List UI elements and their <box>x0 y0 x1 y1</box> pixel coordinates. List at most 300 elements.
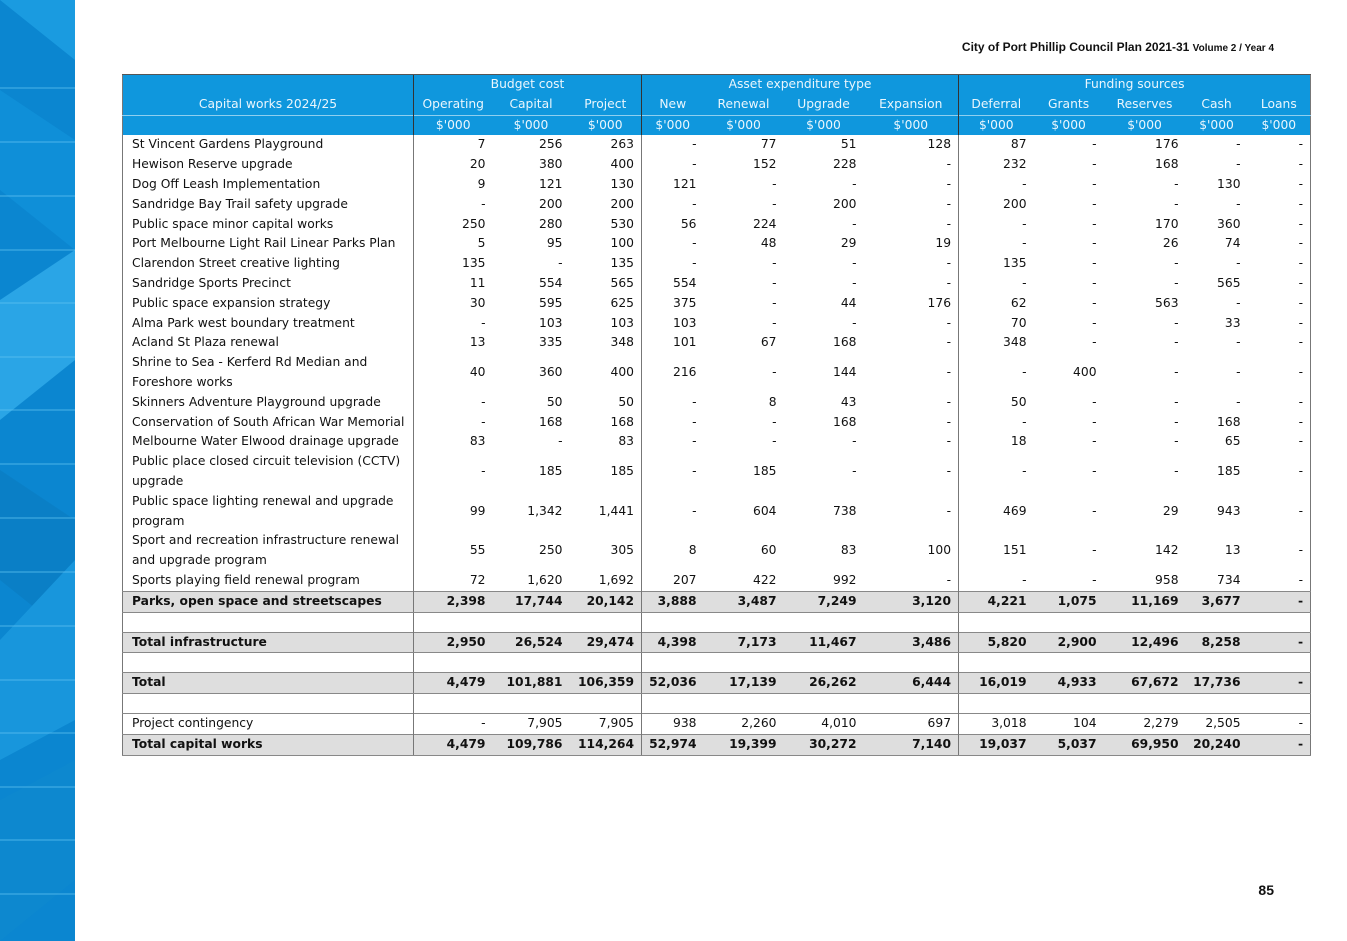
table-cell: - <box>959 215 1034 235</box>
table-cell: 565 <box>1217 275 1241 290</box>
table-cell: 99 <box>414 492 493 532</box>
table-cell: - <box>1092 216 1097 231</box>
table-row <box>123 353 1311 393</box>
table-cell: - <box>1092 543 1097 558</box>
table-cell: 4,479 <box>414 734 493 755</box>
empty-cell <box>704 694 784 714</box>
table-cell: - <box>959 571 1034 591</box>
table-cell: 563 <box>1155 295 1179 310</box>
table-cell: 109,786 <box>493 734 570 755</box>
table-cell: 256 <box>539 137 563 152</box>
empty-cell <box>959 653 1034 673</box>
table-cell: - <box>1236 295 1241 310</box>
empty-cell <box>1186 653 1248 673</box>
table-cell: 943 <box>1217 503 1241 518</box>
table-cell: 168 <box>539 414 563 429</box>
table-cell: 697 <box>864 714 959 735</box>
table-cell: 20 <box>414 155 493 175</box>
table-row <box>123 294 1311 314</box>
row-label: Clarendon Street creative lighting <box>123 254 414 274</box>
table-cell: 56 <box>642 215 704 235</box>
table-row <box>123 175 1311 195</box>
table-cell: - <box>959 413 1034 433</box>
table-row <box>123 195 1311 215</box>
group-header-budget: Budget cost <box>414 75 642 95</box>
table-cell: 530 <box>610 216 635 231</box>
row-label: Melbourne Water Elwood drainage upgrade <box>123 432 414 452</box>
table-cell: 554 <box>539 275 563 290</box>
table-cell: - <box>642 155 704 175</box>
table-cell: - <box>852 256 857 271</box>
table-cell: 11,467 <box>784 632 864 653</box>
table-cell: 114,264 <box>570 734 642 755</box>
table-cell: - <box>1092 434 1097 449</box>
table-cell: 130 <box>610 176 635 191</box>
table-cell: 1,342 <box>527 503 563 518</box>
row-label: St Vincent Gardens Playground <box>123 135 414 155</box>
table-cell: 6,444 <box>864 673 959 694</box>
table-cell: 30,272 <box>784 734 864 755</box>
table-cell: - <box>772 315 777 330</box>
table-cell: 185 <box>753 464 777 479</box>
table-cell: - <box>1174 414 1179 429</box>
table-cell: - <box>1298 315 1304 330</box>
table-cell: - <box>1298 176 1304 191</box>
table-cell: 104 <box>1034 714 1104 735</box>
table-row <box>123 333 1311 353</box>
table-cell: 87 <box>959 135 1034 155</box>
table-cell: - <box>1248 591 1311 612</box>
table-cell: 216 <box>642 353 704 393</box>
table-cell: 2,398 <box>414 591 493 612</box>
table-cell: 7,249 <box>784 591 864 612</box>
table-cell: 185 <box>1217 464 1241 479</box>
row-label: Public place closed circuit television (CCTV) upgrade <box>123 452 414 492</box>
column-header: Grants <box>1034 95 1104 115</box>
table-cell: 144 <box>833 365 857 380</box>
empty-cell <box>493 694 570 714</box>
table-cell: - <box>1298 275 1304 290</box>
table-cell: 19,037 <box>959 734 1034 755</box>
row-label: Skinners Adventure Playground upgrade <box>123 393 414 413</box>
empty-cell <box>414 612 493 632</box>
table-cell: - <box>1248 714 1311 735</box>
empty-cell <box>123 694 414 714</box>
table-cell: - <box>1298 543 1304 558</box>
table-cell: 40 <box>414 353 493 393</box>
table-cell: - <box>1174 434 1179 449</box>
table-cell: - <box>1298 572 1304 587</box>
spacer-row <box>123 653 1311 673</box>
empty-cell <box>642 612 704 632</box>
table-cell: - <box>1092 137 1097 152</box>
contingency-row <box>123 714 1311 735</box>
empty-cell <box>1104 694 1186 714</box>
table-cell: 200 <box>539 196 563 211</box>
unit-header: $'000 <box>1186 115 1248 135</box>
table-cell: - <box>959 234 1034 254</box>
table-cell: 170 <box>1155 216 1179 231</box>
table-cell: 5,820 <box>959 632 1034 653</box>
table-cell: 103 <box>539 315 563 330</box>
row-label: Public space expansion strategy <box>123 294 414 314</box>
table-cell: 70 <box>959 314 1034 334</box>
row-label: Total capital works <box>123 734 414 755</box>
table-cell: - <box>414 413 493 433</box>
table-cell: - <box>772 275 777 290</box>
table-cell: 20,240 <box>1186 734 1248 755</box>
table-cell: 554 <box>642 274 704 294</box>
table-cell: 305 <box>610 543 635 558</box>
table-cell: - <box>1092 503 1097 518</box>
row-label: Conservation of South African War Memorial <box>123 413 414 433</box>
table-cell: 469 <box>959 492 1034 532</box>
table-cell: 4,398 <box>642 632 704 653</box>
table-cell: 1,620 <box>527 572 563 587</box>
table-cell: - <box>1236 137 1241 152</box>
table-cell: - <box>642 452 704 492</box>
empty-cell <box>570 694 642 714</box>
table-cell: 168 <box>833 414 857 429</box>
row-label: Port Melbourne Light Rail Linear Parks Plan <box>123 234 414 254</box>
table-cell: 4,010 <box>784 714 864 735</box>
column-header: Project <box>570 95 642 115</box>
table-cell: - <box>1298 365 1304 380</box>
table-cell: 8 <box>768 394 777 409</box>
unit-header: $'000 <box>959 115 1034 135</box>
table-cell: - <box>946 464 952 479</box>
table-cell: 1,075 <box>1034 591 1104 612</box>
table-cell: 20,142 <box>570 591 642 612</box>
table-cell: 135 <box>414 254 493 274</box>
table-cell: 83 <box>618 434 635 449</box>
table-cell: 151 <box>959 531 1034 571</box>
table-cell: - <box>959 274 1034 294</box>
table-cell: 128 <box>927 137 952 152</box>
row-label: Shrine to Sea - Kerferd Rd Median and Foreshore works <box>123 353 414 393</box>
table-cell: - <box>1092 335 1097 350</box>
table-cell: 3,677 <box>1186 591 1248 612</box>
table-cell: 7,140 <box>864 734 959 755</box>
table-cell: - <box>1298 137 1304 152</box>
table-cell: 33 <box>1224 315 1241 330</box>
empty-cell <box>493 653 570 673</box>
unit-header: $'000 <box>1034 115 1104 135</box>
table-cell: 121 <box>642 175 704 195</box>
table-cell: 168 <box>1155 157 1179 172</box>
table-cell: 29,474 <box>570 632 642 653</box>
table-cell: 19,399 <box>704 734 784 755</box>
table-cell: 604 <box>753 503 777 518</box>
group-header-asset: Asset expenditure type <box>642 75 959 95</box>
empty-cell <box>864 612 959 632</box>
row-label: Parks, open space and streetscapes <box>123 591 414 612</box>
table-cell: 625 <box>610 295 635 310</box>
table-cell: - <box>852 275 857 290</box>
table-cell: - <box>946 503 952 518</box>
table-cell: 2,279 <box>1104 714 1186 735</box>
row-label: Sports playing field renewal program <box>123 571 414 591</box>
table-cell: - <box>959 353 1034 393</box>
table-body <box>123 135 1311 755</box>
unit-header: $'000 <box>1248 115 1311 135</box>
table-header <box>123 75 1311 136</box>
table-cell: 176 <box>1155 137 1179 152</box>
table-cell: - <box>1248 632 1311 653</box>
table-cell: 18 <box>959 432 1034 452</box>
table-cell: - <box>558 256 563 271</box>
row-label: Sport and recreation infrastructure renewal and upgrade program <box>123 531 414 571</box>
table-cell: - <box>772 176 777 191</box>
unit-header: $'000 <box>570 115 642 135</box>
table-cell: - <box>946 315 952 330</box>
table-cell: 2,260 <box>704 714 784 735</box>
table-cell: - <box>414 452 493 492</box>
header-corner <box>123 75 414 95</box>
table-cell: 52,974 <box>642 734 704 755</box>
column-header: Deferral <box>959 95 1034 115</box>
unit-header: $'000 <box>642 115 704 135</box>
table-cell: - <box>1236 365 1241 380</box>
table-cell: 12,496 <box>1104 632 1186 653</box>
table-cell: - <box>414 714 493 735</box>
table-cell: - <box>1248 734 1311 755</box>
decorative-side-band <box>0 0 75 941</box>
table-cell: - <box>946 216 952 231</box>
table-cell: 50 <box>546 394 563 409</box>
table-cell: 121 <box>539 176 563 191</box>
table-cell: - <box>414 314 493 334</box>
table-cell: 44 <box>840 295 857 310</box>
table-cell: - <box>1092 464 1097 479</box>
table-cell: 95 <box>546 236 563 251</box>
table-cell: 135 <box>959 254 1034 274</box>
table-cell: 200 <box>959 195 1034 215</box>
empty-cell <box>123 612 414 632</box>
table-cell: 200 <box>833 196 857 211</box>
table-cell: 185 <box>539 464 563 479</box>
table-cell: 734 <box>1217 572 1241 587</box>
table-cell: 152 <box>753 157 777 172</box>
total-capital-works-row <box>123 734 1311 755</box>
unit-header: $'000 <box>704 115 784 135</box>
table-cell: - <box>1092 157 1097 172</box>
table-cell: 29 <box>840 236 857 251</box>
table-cell: - <box>1298 295 1304 310</box>
row-label: Project contingency <box>123 714 414 735</box>
table-cell: 2,505 <box>1186 714 1248 735</box>
table-cell: 3,018 <box>959 714 1034 735</box>
table-row <box>123 314 1311 334</box>
table-cell: 335 <box>539 335 563 350</box>
table-cell: - <box>642 135 704 155</box>
table-cell: - <box>1236 256 1241 271</box>
table-cell: - <box>1298 335 1304 350</box>
table-cell: 565 <box>610 275 635 290</box>
column-header: Operating <box>414 95 493 115</box>
table-cell: 11 <box>414 274 493 294</box>
empty-cell <box>784 694 864 714</box>
table-cell: 51 <box>840 137 857 152</box>
table-cell: - <box>1092 394 1097 409</box>
table-cell: - <box>1174 394 1179 409</box>
column-header: New <box>642 95 704 115</box>
capital-works-table <box>122 74 1311 756</box>
table-cell: 16,019 <box>959 673 1034 694</box>
table-cell: 7 <box>414 135 493 155</box>
table-cell: 5,037 <box>1034 734 1104 755</box>
table-cell: 938 <box>642 714 704 735</box>
table-cell: - <box>1174 335 1179 350</box>
table-cell: - <box>1092 572 1097 587</box>
table-cell: - <box>642 195 704 215</box>
table-cell: 263 <box>610 137 635 152</box>
table-cell: 348 <box>610 335 635 350</box>
table-cell: 69,950 <box>1104 734 1186 755</box>
table-cell: 26,262 <box>784 673 864 694</box>
table-cell: - <box>1174 196 1179 211</box>
table-cell: 185 <box>610 464 635 479</box>
table-cell: 400 <box>610 365 635 380</box>
table-cell: 4,933 <box>1034 673 1104 694</box>
table-cell: - <box>1174 176 1179 191</box>
table-cell: 13 <box>1224 543 1241 558</box>
empty-cell <box>1104 653 1186 673</box>
table-cell: 250 <box>414 215 493 235</box>
document-title: City of Port Phillip Council Plan 2021-31 <box>961 40 1190 54</box>
table-cell: 100 <box>927 543 952 558</box>
table-cell: - <box>852 434 857 449</box>
table-cell: - <box>772 196 777 211</box>
table-cell: 74 <box>1224 236 1241 251</box>
empty-cell <box>784 653 864 673</box>
empty-cell <box>864 653 959 673</box>
unit-header: $'000 <box>864 115 959 135</box>
table-cell: 3,120 <box>864 591 959 612</box>
table-cell: 228 <box>833 157 857 172</box>
table-cell: - <box>852 315 857 330</box>
table-cell: - <box>1298 394 1304 409</box>
table-cell: - <box>946 256 952 271</box>
table-cell: 400 <box>1073 365 1097 380</box>
empty-cell <box>414 694 493 714</box>
table-cell: 43 <box>840 394 857 409</box>
page-number: 85 <box>1258 882 1274 898</box>
document-subtitle: Volume 2 / Year 4 <box>1192 43 1274 54</box>
table-cell: - <box>1174 275 1179 290</box>
table-cell: 380 <box>539 157 563 172</box>
table-cell: - <box>772 434 777 449</box>
empty-cell <box>1034 694 1104 714</box>
table-cell: 17,736 <box>1186 673 1248 694</box>
unit-header: $'000 <box>414 115 493 135</box>
table-cell: - <box>772 256 777 271</box>
table-cell: 11,169 <box>1104 591 1186 612</box>
table-cell: 26,524 <box>493 632 570 653</box>
table-cell: 4,221 <box>959 591 1034 612</box>
table-cell: 1,692 <box>598 572 635 587</box>
table-cell: - <box>946 572 952 587</box>
total-infrastructure-row <box>123 632 1311 653</box>
units-corner <box>123 115 414 135</box>
empty-cell <box>570 653 642 673</box>
table-cell: - <box>1236 335 1241 350</box>
table-cell: 168 <box>833 335 857 350</box>
spacer-row <box>123 694 1311 714</box>
table-row <box>123 234 1311 254</box>
table-cell: - <box>772 295 777 310</box>
table-cell: 101 <box>642 333 704 353</box>
table-cell: 103 <box>642 314 704 334</box>
column-header: Renewal <box>704 95 784 115</box>
table-cell: 224 <box>753 216 777 231</box>
table-cell: - <box>772 365 777 380</box>
table-cell: 48 <box>760 236 777 251</box>
table-cell: 7,905 <box>493 714 570 735</box>
row-label: Public space minor capital works <box>123 215 414 235</box>
table-cell: 360 <box>1217 216 1241 231</box>
table-cell: 50 <box>959 393 1034 413</box>
table-cell: 67 <box>760 335 777 350</box>
row-label: Sandridge Sports Precinct <box>123 274 414 294</box>
table-cell: - <box>946 434 952 449</box>
table-cell: 50 <box>618 394 635 409</box>
table-cell: - <box>946 414 952 429</box>
table-cell: - <box>946 176 952 191</box>
table-cell: - <box>959 452 1034 492</box>
empty-cell <box>570 612 642 632</box>
table-cell: 77 <box>760 137 777 152</box>
table-row <box>123 393 1311 413</box>
table-cell: 83 <box>414 432 493 452</box>
empty-cell <box>784 612 864 632</box>
empty-cell <box>1104 612 1186 632</box>
empty-cell <box>959 694 1034 714</box>
table-row <box>123 531 1311 571</box>
table-row <box>123 274 1311 294</box>
table-row <box>123 155 1311 175</box>
table-cell: 100 <box>610 236 635 251</box>
row-label: Public space lighting renewal and upgrade program <box>123 492 414 532</box>
table-cell: 9 <box>414 175 493 195</box>
table-cell: 8,258 <box>1186 632 1248 653</box>
table-cell: 103 <box>610 315 635 330</box>
table-cell: - <box>772 414 777 429</box>
table-cell: - <box>558 434 563 449</box>
table-cell: 168 <box>610 414 635 429</box>
table-cell: 3,486 <box>864 632 959 653</box>
row-label-header: Capital works 2024/25 <box>123 95 414 115</box>
table-cell: - <box>959 175 1034 195</box>
table-cell: - <box>1298 464 1304 479</box>
table-cell: - <box>1174 256 1179 271</box>
table-cell: 30 <box>414 294 493 314</box>
table-cell: 135 <box>610 256 635 271</box>
table-row <box>123 452 1311 492</box>
table-row <box>123 413 1311 433</box>
unit-header: $'000 <box>1104 115 1186 135</box>
table-cell: - <box>1236 394 1241 409</box>
table-cell: 958 <box>1155 572 1179 587</box>
table-cell: 130 <box>1217 176 1241 191</box>
table-cell: - <box>1298 256 1304 271</box>
unit-header: $'000 <box>784 115 864 135</box>
column-header: Loans <box>1248 95 1311 115</box>
table-cell: - <box>1174 365 1179 380</box>
table-cell: 992 <box>833 572 857 587</box>
table-cell: 738 <box>833 503 857 518</box>
column-header: Upgrade <box>784 95 864 115</box>
